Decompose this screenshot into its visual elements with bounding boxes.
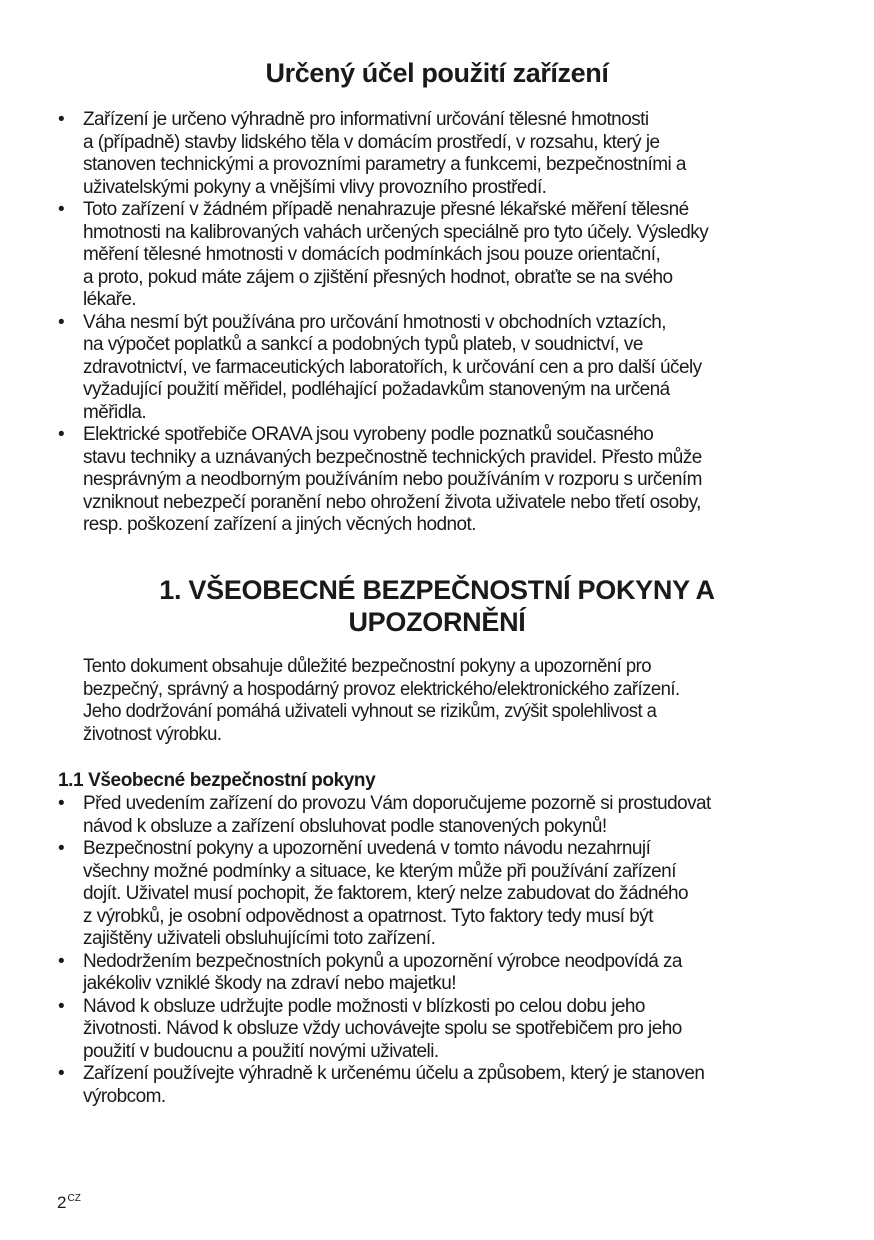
bullet-icon: • [58,950,65,972]
text-line: stanoven technickými a provozními parametry a funkcemi, bezpečnostními a [83,154,686,175]
text-line: všechny možné podmínky a situace, ke kterým může při používání zařízení [83,860,676,882]
list-item [56,312,836,425]
text-line: životnosti. Návod k obsluze vždy uchovávejte spolu se spotřebičem pro jeho [83,1018,682,1039]
text-line: bezpečný, správný a hospodárný provoz elektrického/elektronického zařízení. [83,678,680,700]
text-line: Váha nesmí být používána pro určování hmotnosti v obchodních vztazích, [83,311,666,333]
text-line: z výrobků, je osobní odpovědnost a opatrnost. Tyto faktory tedy musí být [83,905,653,927]
text-line: zdravotnictví, ve farmaceutických laboratořích, k určování cen a pro další účely [83,356,702,378]
bullet-icon: • [58,199,65,220]
text-line: Jeho dodržování pomáhá uživateli vyhnout se rizikům, zvýšit spolehlivost a [83,701,657,722]
text-line: Elektrické spotřebiče ORAVA jsou vyrobeny podle poznatků současného [83,424,654,445]
text-line: jakékoliv vzniklé škody na zdraví nebo majetku! [83,973,456,994]
intended-use-list [56,109,836,537]
subsection-1-1-title: 1.1 Všeobecné bezpečnostní pokyny [58,770,376,791]
list-item [56,424,836,537]
text-line: vyžadující použití měřidel, podléhající požadavkům stanoveným na určená [83,379,670,400]
text-line: Zařízení je určeno výhradně pro informativní určování tělesné hmotnosti [83,109,649,130]
text-line: návod k obsluze a zařízení obsluhovat podle stanovených pokynů! [83,815,607,837]
text-line: Nedodržením bezpečnostních pokynů a upozornění výrobce neodpovídá za [83,950,682,972]
text-line: dojít. Uživatel musí pochopit, že faktorem, který nelze zabudovat do žádného [83,883,689,904]
text-line: uživatelskými pokyny a vnějšími vlivy provozního prostředí. [83,176,547,198]
intended-use-title: Určený účel použití zařízení [265,58,609,88]
section-1-heading [0,574,874,638]
text-line: stavu techniky a uznávaných bezpečnostně technických pravidel. Přesto může [83,446,702,468]
text-line: Tento dokument obsahuje důležité bezpečnostní pokyny a upozornění pro [83,656,651,677]
text-line: Návod k obsluze udržujte podle možnosti v blízkosti po celou dobu jeho [83,995,645,1017]
text-line: nesprávným a neodborným používáním nebo používáním v rozporu s určením [83,469,702,490]
bullet-icon: • [58,424,65,445]
text-line: použití v budoucnu a použití novými uživateli. [83,1040,439,1062]
list-item [56,109,836,199]
text-line: hmotnosti na kalibrovaných vahách určených speciálně pro tyto účely. Výsledky [83,221,709,243]
list-item [56,1063,836,1108]
bullet-icon: • [58,793,65,814]
text-line: lékaře. [83,289,137,310]
list-item [56,199,836,312]
section-1-intro [83,656,843,746]
bullet-icon: • [58,1063,65,1084]
text-line: Zařízení používejte výhradně k určenému účelu a způsobem, který je stanoven [83,1063,705,1084]
text-line: výrobcom. [83,1085,166,1107]
text-line: na výpočet poplatků a sankcí a podobných typů plateb, v soudnictví, ve [83,334,643,355]
page-number-value: 2 [57,1193,67,1212]
text-line: Bezpečnostní pokyny a upozornění uvedená v tomto návodu nezahrnují [83,838,651,859]
text-line: Toto zařízení v žádném případě nenahrazuje přesné lékařské měření tělesné [83,199,689,220]
list-item [56,996,836,1064]
list-item [56,793,836,838]
text-line: a proto, pokud máte zájem o zjištění přesných hodnot, obraťte se na svého [83,266,673,288]
section-1-heading-line2: UPOZORNĚNÍ [348,607,526,637]
list-item [56,838,836,951]
text-line: měření tělesné hmotnosti v domácích podmínkách jsou pouze orientační, [83,244,661,265]
text-line: zajištěny uživateli obsluhujícími toto zařízení. [83,928,436,949]
bullet-icon: • [58,311,65,333]
bullet-icon: • [58,109,65,130]
bullet-icon: • [58,995,65,1017]
list-item [56,951,836,996]
section-1-heading-line1: 1. VŠEOBECNÉ BEZPEČNOSTNÍ POKYNY A [159,575,715,605]
page-number [57,1193,81,1213]
bullet-icon: • [58,838,65,859]
text-line: vzniknout nebezpečí poranění nebo ohrožení života uživatele nebo třetí osoby, [83,491,701,513]
text-line: resp. poškození zařízení a jiných věcných hodnot. [83,514,477,535]
language-code: CZ [67,1193,81,1204]
text-line: a (případně) stavby lidského těla v domácím prostředí, v rozsahu, který je [83,131,660,153]
text-line: Před uvedením zařízení do provozu Vám doporučujeme pozorně si prostudovat [83,793,711,814]
safety-list [56,793,836,1108]
text-line: životnost výrobku. [83,723,222,745]
text-line: měřidla. [83,401,147,423]
